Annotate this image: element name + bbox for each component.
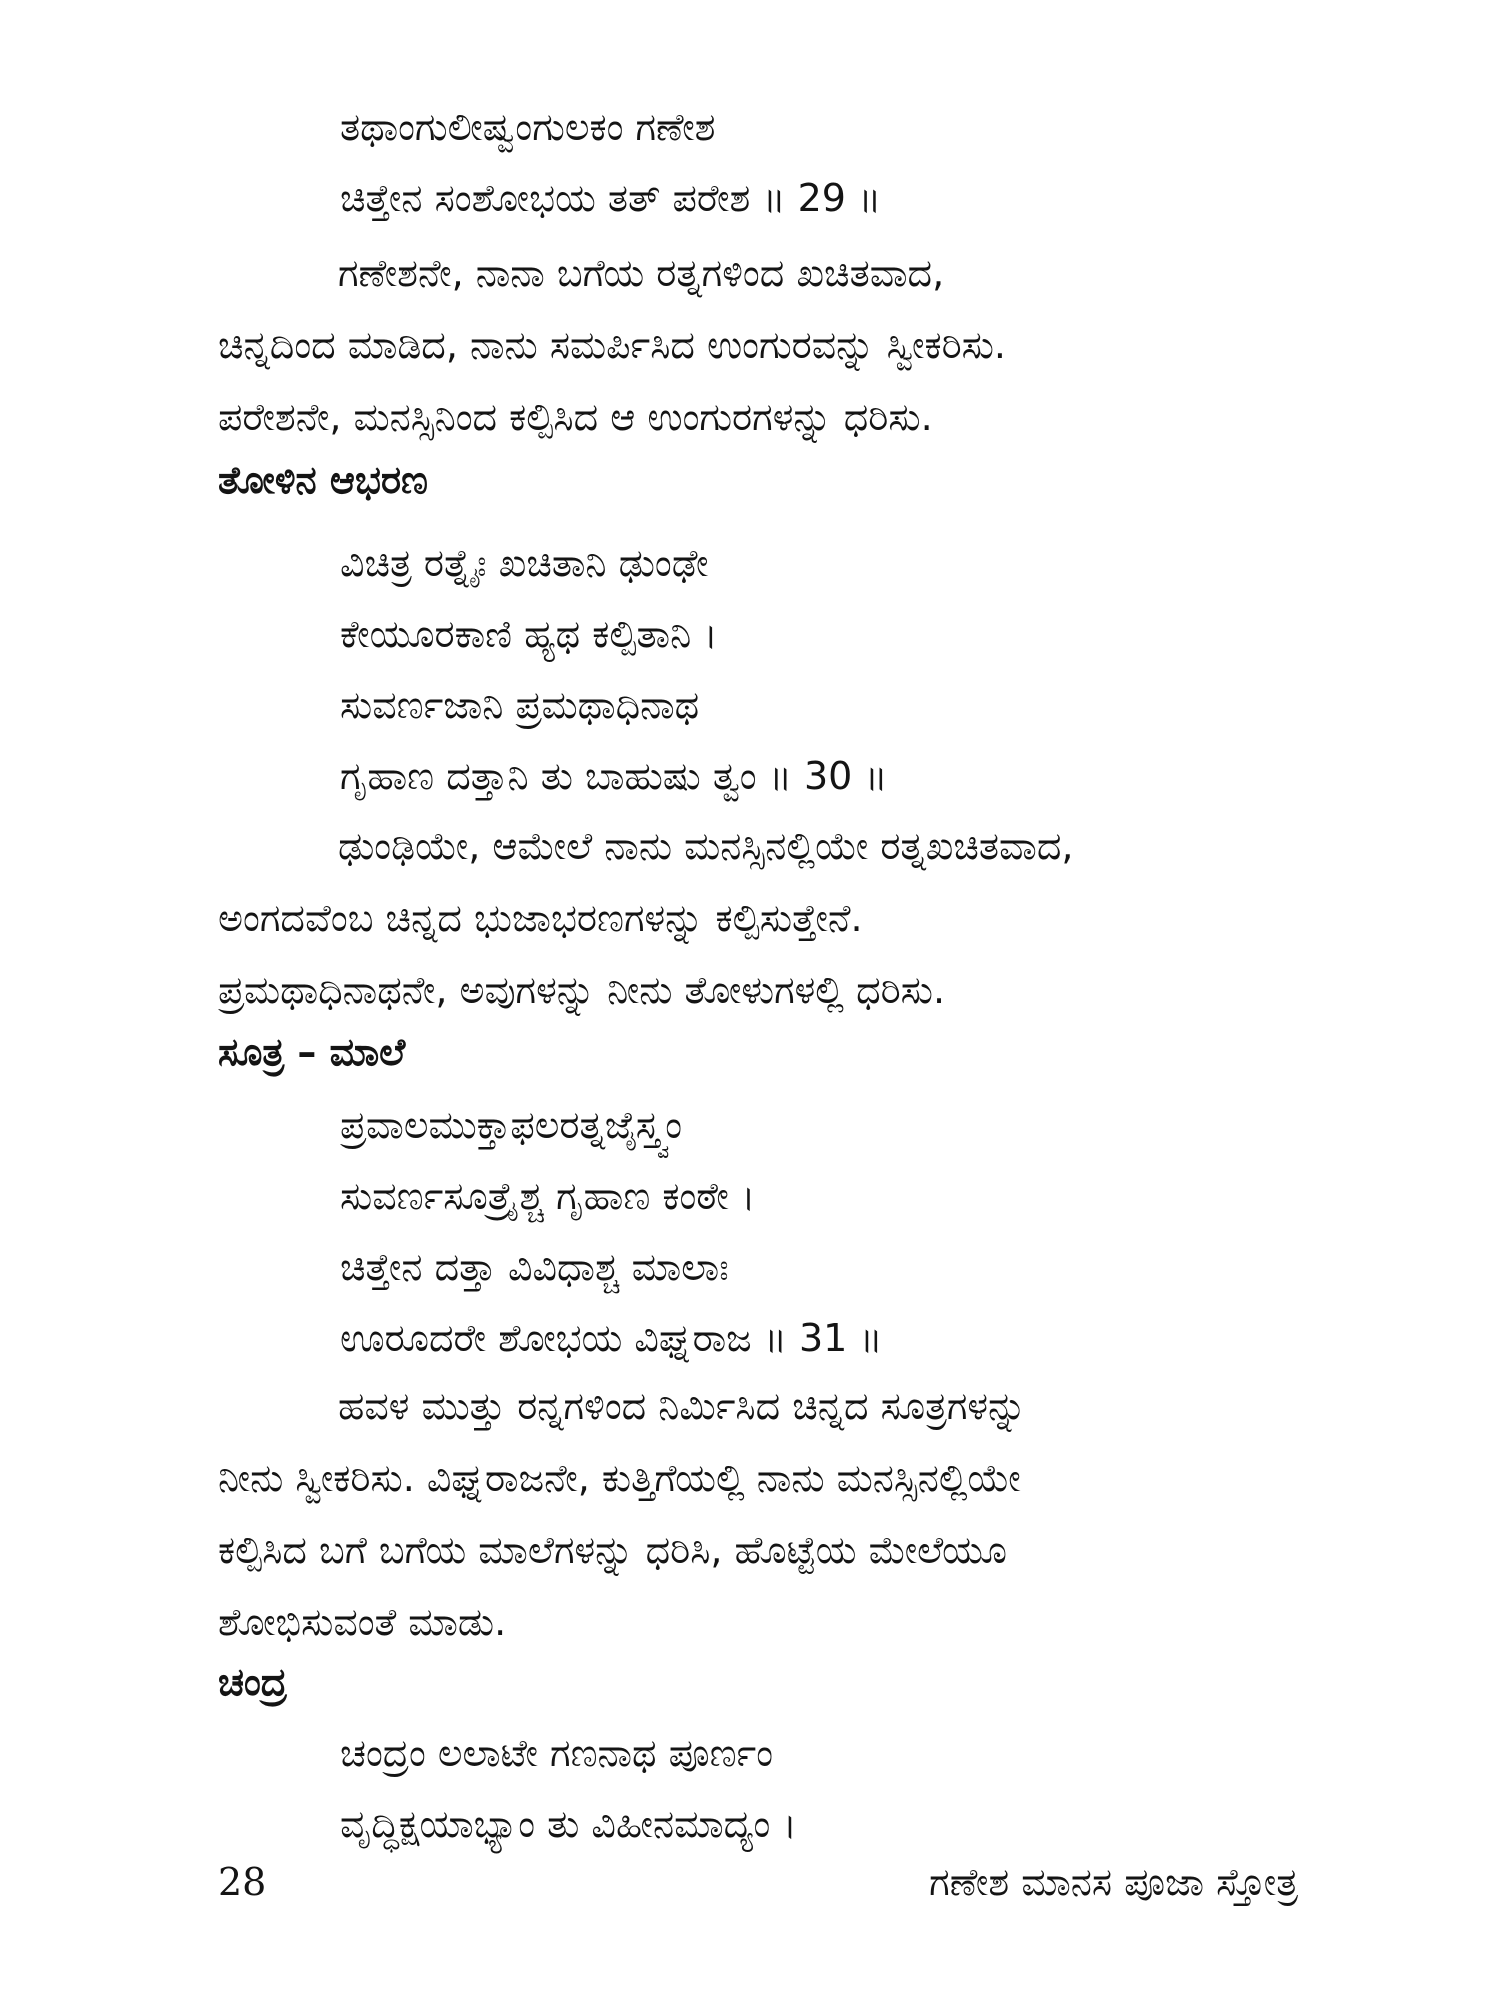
paragraph-line: ಪರೇಶನೇ, ಮನಸ್ಸಿನಿಂದ ಕಲ್ಪಿಸಿದ ಆ ಉಂಗುರಗಳನ್ನು ಧರಿಸು. <box>218 395 933 439</box>
paragraph-line: ನೀನು ಸ್ವೀಕರಿಸು. ವಿಘ್ನರಾಜನೇ, ಕುತ್ತಿಗೆಯಲ್ಲಿ ನಾನು ಮನಸ್ಸಿನಲ್ಲಿಯೇ <box>218 1456 1021 1500</box>
verse-line: ವಿಚಿತ್ರ ರತ್ನೈಃ ಖಚಿತಾನಿ ಢುಂಢೇ <box>340 541 709 585</box>
paragraph-line: ಪ್ರಮಥಾಧಿನಾಥನೇ, ಅವುಗಳನ್ನು ನೀನು ತೋಳುಗಳಲ್ಲಿ ಧರಿಸು. <box>218 968 946 1012</box>
verse-line: ಚಿತ್ತೇನ ದತ್ತಾ ವಿವಿಧಾಶ್ಚ ಮಾಲಾಃ <box>340 1245 729 1289</box>
verse-line: ವೃದ್ಧಿಕ್ಷಯಾಭ್ಯಾಂ ತು ವಿಹೀನಮಾದ್ಯಂ । <box>340 1802 797 1846</box>
verse-line: ಸುವರ್ಣಜಾನಿ ಪ್ರಮಥಾಧಿನಾಥ <box>340 683 700 727</box>
verse-29 <box>340 92 1340 234</box>
verse-line: ತಥಾಂಗುಲೀಷ್ವಂಗುಲಕಂ ಗಣೇಶ <box>340 105 716 149</box>
verse-31 <box>340 1090 1340 1374</box>
paragraph-line: ಚಿನ್ನದಿಂದ ಮಾಡಿದ, ನಾನು ಸಮರ್ಪಿಸಿದ ಉಂಗುರವನ್ನು ಸ್ವೀಕರಿಸು. <box>218 323 1007 367</box>
verse-line: ಚಿತ್ತೇನ ಸಂಶೋಭಯ ತತ್ ಪರೇಶ ॥ 29 ॥ <box>340 176 882 220</box>
paragraph-rings-meaning <box>218 237 1293 453</box>
verse-line: ಚಂದ್ರಂ ಲಲಾಟೇ ಗಣನಾಥ ಪೂರ್ಣಂ <box>340 1731 774 1775</box>
section-heading-moon: ಚಂದ್ರ <box>218 1660 288 1704</box>
paragraph-necklace-meaning <box>218 1370 1293 1658</box>
verse-line: ಕೇಯೂರಕಾಣಿ ಹ್ಯಥ ಕಲ್ಪಿತಾನಿ । <box>340 612 718 656</box>
paragraph-line: ಢುಂಢಿಯೇ, ಆಮೇಲೆ ನಾನು ಮನಸ್ಸಿನಲ್ಲಿಯೇ ರತ್ನಖಚಿತವಾದ, <box>338 824 1074 868</box>
paragraph-armlets-meaning <box>218 810 1293 1026</box>
paragraph-line: ಅಂಗದವೆಂಬ ಚಿನ್ನದ ಭುಜಾಭರಣಗಳನ್ನು ಕಲ್ಪಿಸುತ್ತೇನೆ. <box>218 896 863 940</box>
verse-line: ಗೃಹಾಣ ದತ್ತಾನಿ ತು ಬಾಹುಷು ತ್ವಂ ॥ 30 ॥ <box>340 754 888 798</box>
paragraph-line: ಗಣೇಶನೇ, ನಾನಾ ಬಗೆಯ ರತ್ನಗಳಿಂದ ಖಚಿತವಾದ, <box>338 251 945 295</box>
paragraph-line: ಹವಳ ಮುತ್ತು ರನ್ನಗಳಿಂದ ನಿರ್ಮಿಸಿದ ಚಿನ್ನದ ಸೂತ್ರಗಳನ್ನು <box>338 1384 1027 1428</box>
verse-line: ಪ್ರವಾಲಮುಕ್ತಾಫಲರತ್ನಜೈಸ್ತ್ವಂ <box>340 1103 683 1147</box>
verse-30 <box>340 528 1340 812</box>
page-number: 28 <box>218 1860 267 1904</box>
running-title: ಗಣೇಶ ಮಾನಸ ಪೂಜಾ ಸ್ತೋತ್ರ <box>929 1860 1298 1904</box>
section-heading-necklace: ಸೂತ್ರ – ಮಾಲೆ <box>218 1030 406 1074</box>
verse-32 <box>340 1718 1340 1860</box>
verse-line: ಸುವರ್ಣಸೂತ್ರೈಶ್ಚ ಗೃಹಾಣ ಕಂಠೇ । <box>340 1174 756 1218</box>
verse-line: ಊರೂದರೇ ಶೋಭಯ ವಿಘ್ನರಾಜ ॥ 31 ॥ <box>340 1316 883 1360</box>
paragraph-line: ಕಲ್ಪಿಸಿದ ಬಗೆ ಬಗೆಯ ಮಾಲೆಗಳನ್ನು ಧರಿಸಿ, ಹೊಟ್ಟೆಯ ಮೇಲೆಯೂ <box>218 1528 1008 1572</box>
section-heading-armlets: ತೋಳಿನ ಆಭರಣ <box>218 458 428 502</box>
paragraph-line: ಶೋಭಿಸುವಂತೆ ಮಾಡು. <box>218 1600 507 1644</box>
